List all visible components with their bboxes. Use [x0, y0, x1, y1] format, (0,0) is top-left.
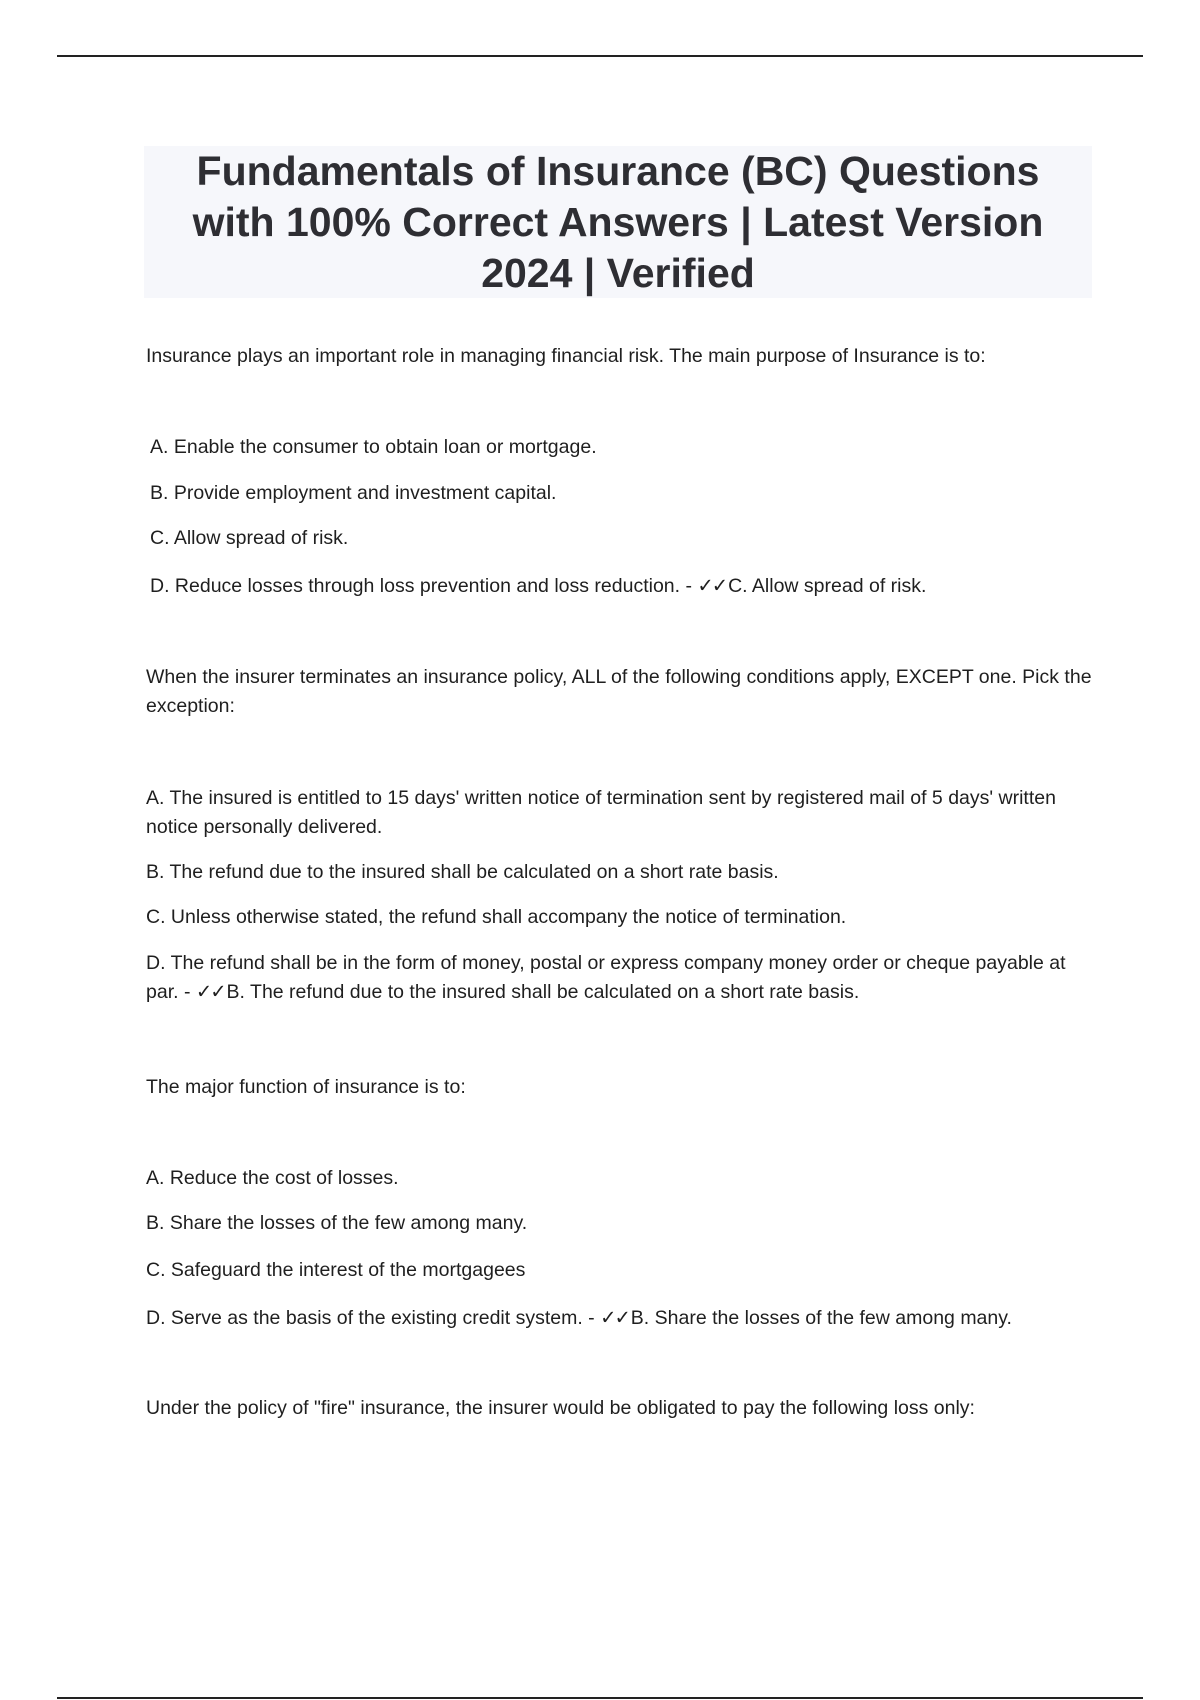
question-3-option-d: [146, 1304, 1096, 1333]
document-title: Fundamentals of Insurance (BC) Questions with 100% Correct Answers | Latest Version 2024 | Verified: [192, 147, 1044, 296]
title-banner: [144, 146, 1092, 298]
question-3-option-c: C. Safeguard the interest of the mortgagees: [146, 1259, 526, 1281]
question-3-option-b: B. Share the losses of the few among many.: [146, 1212, 528, 1234]
question-2-option-d: [146, 949, 1096, 1007]
question-1-option-d: [150, 572, 1100, 601]
check-mark-icon: ✓✓: [600, 1307, 629, 1329]
top-rule: [57, 55, 1143, 57]
question-3-prompt: The major function of insurance is to:: [146, 1076, 466, 1098]
question-2-option-a: A. The insured is entitled to 15 days' written notice of termination sent by registered mail of 5 days' written notice personally delivered.: [146, 787, 1056, 838]
check-mark-icon: ✓✓: [195, 981, 225, 1003]
question-4-prompt: Under the policy of "fire" insurance, the insurer would be obligated to pay the following loss only:: [146, 1397, 975, 1419]
question-1-option-a: A. Enable the consumer to obtain loan or mortgage.: [150, 436, 597, 458]
question-1-prompt: Insurance plays an important role in managing financial risk. The main purpose of Insurance is to:: [146, 345, 986, 367]
question-2-prompt: When the insurer terminates an insurance policy, ALL of the following conditions apply, EXCEPT one. Pick the exception:: [146, 666, 1092, 717]
question-1-option-d-text: D. Reduce losses through loss prevention and loss reduction. -: [150, 575, 698, 597]
question-1-option-c: C. Allow spread of risk.: [150, 527, 349, 549]
question-2-option-c: C. Unless otherwise stated, the refund shall accompany the notice of termination.: [146, 906, 847, 928]
question-2-option-b: B. The refund due to the insured shall be calculated on a short rate basis.: [146, 861, 779, 883]
question-1-option-b: B. Provide employment and investment capital.: [150, 482, 557, 504]
question-2-answer: B. The refund due to the insured shall be calculated on a short rate basis.: [226, 981, 860, 1003]
question-3-option-a: A. Reduce the cost of losses.: [146, 1167, 399, 1189]
question-3-option-d-text: D. Serve as the basis of the existing credit system. -: [146, 1307, 601, 1329]
check-mark-icon: ✓✓: [697, 575, 727, 597]
question-3-answer: B. Share the losses of the few among many.: [630, 1307, 1012, 1329]
question-2-option-d-text: D. The refund shall be in the form of money, postal or express company money order or cheque payable at par. -: [146, 952, 1066, 1003]
bottom-rule: [57, 1697, 1143, 1699]
question-1-answer: C. Allow spread of risk.: [728, 575, 927, 597]
